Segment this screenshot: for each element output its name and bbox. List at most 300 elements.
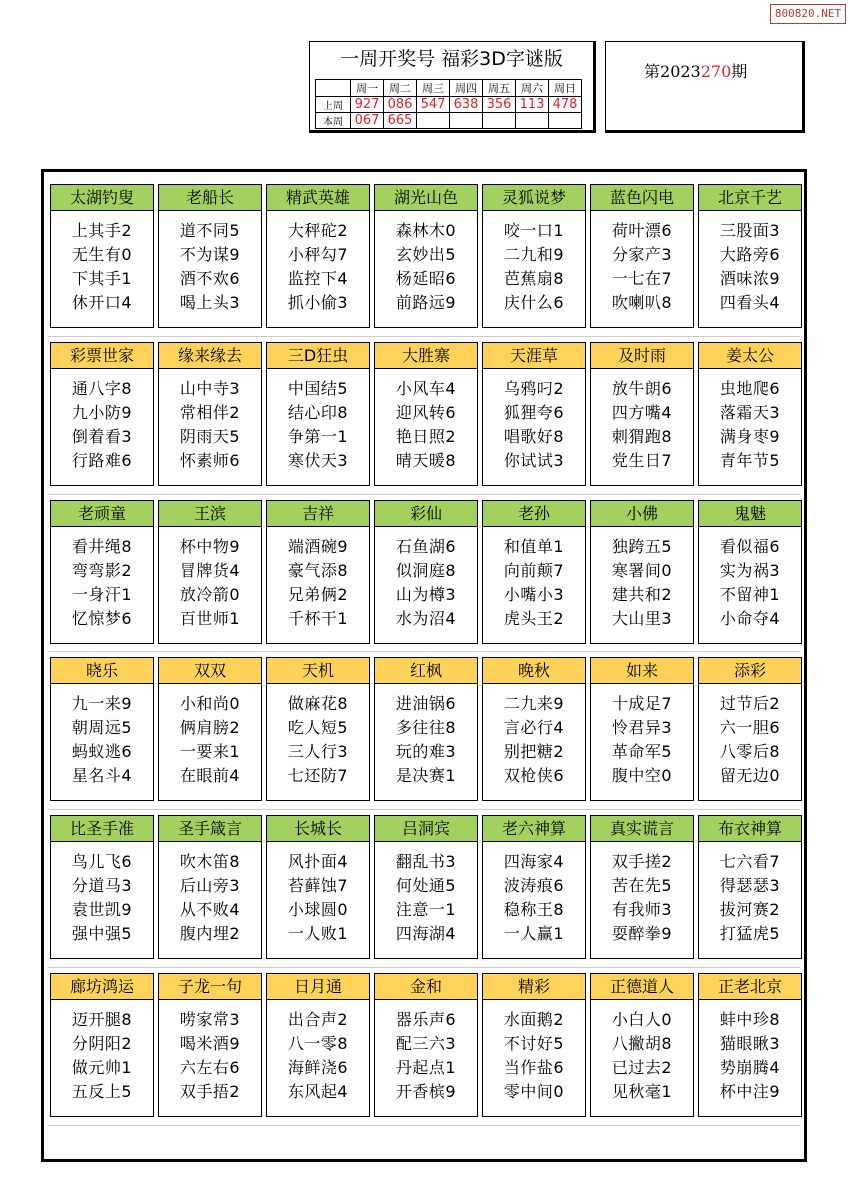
card-body <box>50 526 154 644</box>
card-body <box>374 210 478 328</box>
card-body <box>158 210 262 328</box>
riddle-line: 迈开腿8 <box>71 1010 133 1029</box>
riddle-line: 小球圆0 <box>287 900 349 919</box>
riddle-line: 苦在先5 <box>611 876 673 895</box>
riddle-line: 二九和9 <box>503 245 565 264</box>
riddle-line: 青年节5 <box>719 451 781 470</box>
riddle-line: 打猛虎5 <box>719 924 781 943</box>
riddle-line: 器乐声6 <box>395 1010 457 1029</box>
card-title: 真实谎言 <box>590 815 694 841</box>
card-title: 王滨 <box>158 500 262 526</box>
riddle-line: 双枪侠6 <box>503 766 565 785</box>
riddle-line: 丹起点1 <box>395 1058 457 1077</box>
site-watermark: 800820.NET <box>770 4 846 24</box>
card-body <box>590 683 694 801</box>
riddle-card <box>590 184 694 328</box>
card-body <box>50 683 154 801</box>
riddle-line: 喝上头3 <box>179 293 241 312</box>
card-title: 添彩 <box>698 657 802 683</box>
riddle-line: 兄弟俩2 <box>287 585 349 604</box>
card-title: 日月通 <box>266 973 370 999</box>
riddle-line: 党生日7 <box>611 451 673 470</box>
riddle-line: 稳称王8 <box>503 900 565 919</box>
card-body <box>266 210 370 328</box>
card-body <box>482 999 586 1117</box>
riddle-card <box>266 815 370 959</box>
riddle-line: 不讨好5 <box>503 1034 565 1053</box>
riddle-line: 落霜天3 <box>719 403 781 422</box>
riddle-line: 山为樽3 <box>395 585 457 604</box>
card-body <box>266 526 370 644</box>
card-body <box>50 368 154 486</box>
card-body <box>374 999 478 1117</box>
riddle-line: 百世师1 <box>179 609 241 628</box>
riddle-line: 大秤砣2 <box>287 221 349 240</box>
draw-number: 547 <box>417 97 450 113</box>
riddle-line: 虎头王2 <box>503 609 565 628</box>
card-body <box>482 841 586 959</box>
riddle-line: 弯弯影2 <box>71 561 133 580</box>
card-title: 老船长 <box>158 184 262 210</box>
riddle-line: 水为沼4 <box>395 609 457 628</box>
card-body <box>266 999 370 1117</box>
riddle-line: 蚌中珍8 <box>719 1010 781 1029</box>
riddle-card <box>590 500 694 644</box>
riddle-line: 得瑟瑟3 <box>719 876 781 895</box>
card-title: 彩票世家 <box>50 342 154 368</box>
riddle-card <box>158 184 262 328</box>
card-body <box>698 683 802 801</box>
riddle-line: 下其手1 <box>71 269 133 288</box>
riddle-line: 小白人0 <box>611 1010 673 1029</box>
card-title: 蓝色闪电 <box>590 184 694 210</box>
riddle-line: 石鱼湖6 <box>395 537 457 556</box>
riddle-line: 五反上5 <box>71 1082 133 1101</box>
riddle-line: 不留神1 <box>719 585 781 604</box>
riddle-line: 前路远9 <box>395 293 457 312</box>
draw-number: 665 <box>384 113 417 129</box>
riddle-card <box>50 657 154 801</box>
riddle-line: 三股面3 <box>719 221 781 240</box>
riddle-card <box>266 184 370 328</box>
riddle-line: 何处通5 <box>395 876 457 895</box>
riddle-line: 吃人短5 <box>287 718 349 737</box>
riddle-line: 留无边0 <box>719 766 781 785</box>
riddle-line: 小命夺4 <box>719 609 781 628</box>
draw-number: 638 <box>450 97 483 113</box>
riddle-line: 寒伏天3 <box>287 451 349 470</box>
card-title: 如来 <box>590 657 694 683</box>
riddle-card <box>482 815 586 959</box>
draw-number: 478 <box>549 97 582 113</box>
row-separator <box>48 336 800 337</box>
draw-results-header <box>309 41 596 133</box>
riddle-card <box>158 342 262 486</box>
card-title: 长城长 <box>266 815 370 841</box>
riddle-line: 冒牌货4 <box>179 561 241 580</box>
riddle-line: 三人行3 <box>287 742 349 761</box>
riddle-line: 双手捂2 <box>179 1082 241 1101</box>
riddle-line: 二九来9 <box>503 694 565 713</box>
draw-number: 927 <box>351 97 384 113</box>
riddle-line: 朝周远5 <box>71 718 133 737</box>
day-label: 周二 <box>384 80 417 97</box>
card-title: 湖光山色 <box>374 184 478 210</box>
draw-results-table <box>315 79 582 129</box>
riddle-line: 一人赢1 <box>503 924 565 943</box>
row-separator <box>48 809 800 810</box>
riddle-line: 倒着看3 <box>71 427 133 446</box>
riddle-line: 双手搓2 <box>611 852 673 871</box>
riddle-card <box>158 500 262 644</box>
page-title: 一周开奖号 福彩3D字谜版 <box>340 48 563 70</box>
card-title: 老顽童 <box>50 500 154 526</box>
riddle-card <box>50 342 154 486</box>
riddle-line: 和值单1 <box>503 537 565 556</box>
riddle-line: 风扑面4 <box>287 852 349 871</box>
riddle-card <box>374 973 478 1117</box>
card-body <box>158 841 262 959</box>
riddle-line: 玄妙出5 <box>395 245 457 264</box>
riddle-line: 似洞庭8 <box>395 561 457 580</box>
card-title: 子龙一句 <box>158 973 262 999</box>
card-title: 正老北京 <box>698 973 802 999</box>
riddle-line: 抓小偷3 <box>287 293 349 312</box>
riddle-line: 大山里3 <box>611 609 673 628</box>
riddle-card <box>590 973 694 1117</box>
day-label: 周日 <box>549 80 582 97</box>
riddle-line: 向前颠7 <box>503 561 565 580</box>
card-title: 布衣神算 <box>698 815 802 841</box>
card-title: 老孙 <box>482 500 586 526</box>
riddle-line: 波涛痕6 <box>503 876 565 895</box>
riddle-line: 鸟儿飞6 <box>71 852 133 871</box>
day-header-row <box>316 80 582 97</box>
card-body <box>50 999 154 1117</box>
issue-box <box>605 41 805 133</box>
card-title: 灵狐说梦 <box>482 184 586 210</box>
card-title: 精彩 <box>482 973 586 999</box>
card-body <box>698 210 802 328</box>
card-body <box>50 841 154 959</box>
riddle-line: 有我师3 <box>611 900 673 919</box>
riddle-line: 开香槟9 <box>395 1082 457 1101</box>
riddle-line: 酒不欢6 <box>179 269 241 288</box>
riddle-line: 庆什么6 <box>503 293 565 312</box>
issue-label: 第2023270期 <box>644 62 748 81</box>
riddle-line: 忆惊梦6 <box>71 609 133 628</box>
riddle-card <box>482 500 586 644</box>
riddle-line: 咬一口1 <box>503 221 565 240</box>
issue-number: 270 <box>700 62 732 81</box>
riddle-line: 放冷箭0 <box>179 585 241 604</box>
riddle-line: 俩肩膀2 <box>179 718 241 737</box>
draw-number: 113 <box>516 97 549 113</box>
riddle-line: 袁世凯9 <box>71 900 133 919</box>
card-body <box>698 526 802 644</box>
riddle-line: 一身汗1 <box>71 585 133 604</box>
card-title: 老六神算 <box>482 815 586 841</box>
card-title: 天机 <box>266 657 370 683</box>
riddle-line: 八零后8 <box>719 742 781 761</box>
day-label: 周一 <box>351 80 384 97</box>
riddle-line: 行路难6 <box>71 451 133 470</box>
riddle-line: 星名斗4 <box>71 766 133 785</box>
riddle-card <box>374 500 478 644</box>
this-week-row <box>316 113 582 129</box>
riddle-card <box>482 184 586 328</box>
riddle-line: 腹内埋2 <box>179 924 241 943</box>
riddle-line: 当作盐6 <box>503 1058 565 1077</box>
riddle-line: 刺猬跑8 <box>611 427 673 446</box>
riddle-card <box>698 973 802 1117</box>
card-body <box>482 526 586 644</box>
riddle-line: 见秋毫1 <box>611 1082 673 1101</box>
riddle-line: 小风车4 <box>395 379 457 398</box>
card-title: 大胜寨 <box>374 342 478 368</box>
riddle-line: 是决赛1 <box>395 766 457 785</box>
card-body <box>374 841 478 959</box>
riddle-line: 八撇胡8 <box>611 1034 673 1053</box>
riddle-line: 九小防9 <box>71 403 133 422</box>
riddle-card <box>698 184 802 328</box>
card-title: 天涯草 <box>482 342 586 368</box>
riddle-line: 艳日照2 <box>395 427 457 446</box>
riddle-line: 酒味浓9 <box>719 269 781 288</box>
riddle-line: 端酒碗9 <box>287 537 349 556</box>
riddle-card <box>590 815 694 959</box>
card-body <box>482 210 586 328</box>
card-body <box>50 210 154 328</box>
riddle-line: 一人败1 <box>287 924 349 943</box>
riddle-line: 虫地爬6 <box>719 379 781 398</box>
riddle-line: 芭蕉扇8 <box>503 269 565 288</box>
riddle-card <box>590 342 694 486</box>
draw-number <box>549 113 582 129</box>
riddle-line: 乌鸦叼2 <box>503 379 565 398</box>
riddle-card <box>50 184 154 328</box>
riddle-card <box>266 342 370 486</box>
draw-number: 067 <box>351 113 384 129</box>
riddle-line: 大路旁6 <box>719 245 781 264</box>
riddle-line: 翻乱书3 <box>395 852 457 871</box>
riddle-line: 争第一1 <box>287 427 349 446</box>
card-title: 及时雨 <box>590 342 694 368</box>
riddle-line: 结心印8 <box>287 403 349 422</box>
riddle-line: 实为祸3 <box>719 561 781 580</box>
card-title: 彩仙 <box>374 500 478 526</box>
card-body <box>266 368 370 486</box>
riddle-line: 从不败4 <box>179 900 241 919</box>
row-separator <box>48 651 800 652</box>
riddle-line: 分家产3 <box>611 245 673 264</box>
row-separator <box>48 967 800 968</box>
riddle-line: 东风起4 <box>287 1082 349 1101</box>
riddle-line: 强中强5 <box>71 924 133 943</box>
card-body <box>158 683 262 801</box>
riddle-line: 通八字8 <box>71 379 133 398</box>
card-title: 红枫 <box>374 657 478 683</box>
riddle-line: 玩的难3 <box>395 742 457 761</box>
riddle-card <box>374 184 478 328</box>
riddle-line: 猫眼瞅3 <box>719 1034 781 1053</box>
card-title: 吕洞宾 <box>374 815 478 841</box>
riddle-line: 怀素师6 <box>179 451 241 470</box>
card-title: 精武英雄 <box>266 184 370 210</box>
card-body <box>590 368 694 486</box>
riddle-line: 小和尚0 <box>179 694 241 713</box>
riddle-line: 十成足7 <box>611 694 673 713</box>
riddle-line: 吹喇叭8 <box>611 293 673 312</box>
riddle-line: 中国结5 <box>287 379 349 398</box>
riddle-line: 不为谋9 <box>179 245 241 264</box>
day-label: 周五 <box>483 80 516 97</box>
riddle-card <box>266 973 370 1117</box>
card-body <box>266 841 370 959</box>
riddle-line: 分阴阳2 <box>71 1034 133 1053</box>
riddle-line: 四看头4 <box>719 293 781 312</box>
riddle-line: 监控下4 <box>287 269 349 288</box>
day-label: 周六 <box>516 80 549 97</box>
card-body <box>590 841 694 959</box>
riddle-line: 道不同5 <box>179 221 241 240</box>
riddle-line: 吹木笛8 <box>179 852 241 871</box>
riddle-line: 过节后2 <box>719 694 781 713</box>
riddle-line: 唠家常3 <box>179 1010 241 1029</box>
riddle-line: 寒署间0 <box>611 561 673 580</box>
riddle-card <box>374 342 478 486</box>
card-title: 吉祥 <box>266 500 370 526</box>
riddle-line: 四方嘴4 <box>611 403 673 422</box>
riddle-line: 常相伴2 <box>179 403 241 422</box>
card-title: 正德道人 <box>590 973 694 999</box>
riddle-line: 做元帅1 <box>71 1058 133 1077</box>
riddle-line: 后山旁3 <box>179 876 241 895</box>
riddle-line: 晴天暖8 <box>395 451 457 470</box>
card-body <box>590 999 694 1117</box>
card-title: 晚秋 <box>482 657 586 683</box>
card-body <box>698 999 802 1117</box>
last-week-row <box>316 97 582 113</box>
card-title: 小佛 <box>590 500 694 526</box>
card-body <box>158 999 262 1117</box>
row-separator <box>48 1125 800 1126</box>
riddle-line: 分道马3 <box>71 876 133 895</box>
card-body <box>482 368 586 486</box>
riddle-line: 出合声2 <box>287 1010 349 1029</box>
card-title: 金和 <box>374 973 478 999</box>
riddle-line: 豪气添8 <box>287 561 349 580</box>
riddle-line: 海鲜浇6 <box>287 1058 349 1077</box>
riddle-line: 狐狸夸6 <box>503 403 565 422</box>
riddle-line: 小嘴小3 <box>503 585 565 604</box>
riddle-line: 独跨五5 <box>611 537 673 556</box>
riddle-line: 拔河赛2 <box>719 900 781 919</box>
riddle-line: 杯中注9 <box>719 1082 781 1101</box>
riddle-line: 上其手2 <box>71 221 133 240</box>
draw-number: 356 <box>483 97 516 113</box>
draw-number <box>483 113 516 129</box>
riddle-line: 水面鹅2 <box>503 1010 565 1029</box>
riddle-card <box>482 657 586 801</box>
riddle-line: 杨延昭6 <box>395 269 457 288</box>
riddle-card <box>482 342 586 486</box>
riddle-line: 一要来1 <box>179 742 241 761</box>
card-title: 圣手箴言 <box>158 815 262 841</box>
draw-number: 086 <box>384 97 417 113</box>
riddle-line: 怜君异3 <box>611 718 673 737</box>
riddle-line: 九一来9 <box>71 694 133 713</box>
riddle-line: 四海家4 <box>503 852 565 871</box>
day-label: 周四 <box>450 80 483 97</box>
card-title: 北京千艺 <box>698 184 802 210</box>
card-body <box>698 368 802 486</box>
riddle-line: 零中间0 <box>503 1082 565 1101</box>
card-body <box>266 683 370 801</box>
riddle-line: 六一胆6 <box>719 718 781 737</box>
riddle-line: 杯中物9 <box>179 537 241 556</box>
card-title: 三D狂虫 <box>266 342 370 368</box>
riddle-card <box>158 815 262 959</box>
riddle-line: 阴雨天5 <box>179 427 241 446</box>
riddle-line: 在眼前4 <box>179 766 241 785</box>
riddle-line: 看似福6 <box>719 537 781 556</box>
riddle-card <box>158 657 262 801</box>
riddle-line: 无生有0 <box>71 245 133 264</box>
riddle-line: 四海湖4 <box>395 924 457 943</box>
riddle-card <box>698 500 802 644</box>
riddle-line: 唱歌好8 <box>503 427 565 446</box>
riddle-line: 千杯干1 <box>287 609 349 628</box>
card-title: 比圣手准 <box>50 815 154 841</box>
riddle-line: 休开口4 <box>71 293 133 312</box>
row-separator <box>48 494 800 495</box>
riddle-card <box>266 500 370 644</box>
riddle-line: 言必行4 <box>503 718 565 737</box>
card-body <box>590 210 694 328</box>
draw-number <box>450 113 483 129</box>
card-title: 姜太公 <box>698 342 802 368</box>
card-body <box>374 368 478 486</box>
card-body <box>590 526 694 644</box>
riddle-line: 森林木0 <box>395 221 457 240</box>
riddle-line: 迎风转6 <box>395 403 457 422</box>
riddle-line: 进油锅6 <box>395 694 457 713</box>
riddle-line: 喝米酒9 <box>179 1034 241 1053</box>
card-body <box>482 683 586 801</box>
card-body <box>698 841 802 959</box>
riddle-line: 满身枣9 <box>719 427 781 446</box>
riddle-card <box>698 815 802 959</box>
riddle-card <box>482 973 586 1117</box>
riddle-card <box>698 342 802 486</box>
card-title: 缘来缘去 <box>158 342 262 368</box>
riddle-line: 注意一1 <box>395 900 457 919</box>
day-label: 周三 <box>417 80 450 97</box>
riddle-card <box>374 815 478 959</box>
riddle-line: 腹中空0 <box>611 766 673 785</box>
card-body <box>374 526 478 644</box>
riddle-line: 做麻花8 <box>287 694 349 713</box>
riddle-line: 放牛朗6 <box>611 379 673 398</box>
riddle-line: 别把糖2 <box>503 742 565 761</box>
card-title: 晓乐 <box>50 657 154 683</box>
riddle-line: 配三六3 <box>395 1034 457 1053</box>
card-title: 廊坊鸿运 <box>50 973 154 999</box>
card-title: 鬼魅 <box>698 500 802 526</box>
riddle-line: 耍醉拳9 <box>611 924 673 943</box>
riddle-line: 革命军5 <box>611 742 673 761</box>
